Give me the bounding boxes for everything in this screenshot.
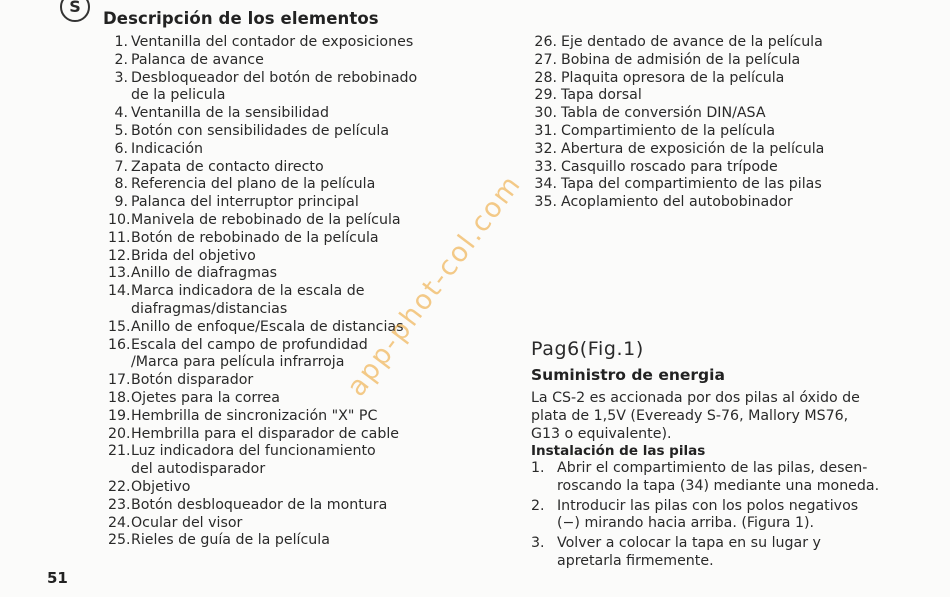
element-list-item (108, 212, 417, 230)
item-text: Escala del campo de profundidad (131, 336, 368, 353)
item-number: 2. (114, 51, 128, 68)
item-text: diafragmas/distancias (131, 300, 288, 317)
element-list-item (108, 515, 417, 533)
element-list-item (531, 176, 824, 194)
step-item (531, 535, 909, 571)
element-list-item (108, 283, 417, 319)
item-text: Ventanilla del contador de exposiciones (131, 34, 414, 50)
item-number: 30. (534, 105, 557, 122)
element-list-item (108, 390, 417, 408)
item-number: 34. (534, 176, 557, 193)
section-title: Suministro de energia (531, 366, 725, 384)
item-text: Hembrilla para el disparador de cable (131, 425, 400, 442)
item-number: 31. (534, 122, 557, 139)
item-text: Botón desbloqueador de la montura (131, 496, 388, 513)
element-list-item (531, 141, 824, 159)
watermark: app-phot-col.com (341, 168, 528, 403)
section-badge: S (60, 0, 90, 22)
item-number: 33. (534, 158, 557, 175)
item-text: Acoplamiento del autobobinador (561, 194, 793, 211)
element-list-item (531, 34, 824, 52)
element-list-item (108, 176, 417, 194)
item-text: Palanca de avance (131, 51, 264, 68)
item-text: /Marca para película infrarroja (131, 354, 345, 371)
element-list-item (531, 52, 824, 70)
power-description (531, 390, 909, 443)
element-list-item (108, 479, 417, 497)
item-number: 15. (108, 318, 131, 335)
item-number: 16. (108, 336, 131, 353)
element-list-item (108, 105, 417, 123)
item-text: Ocular del visor (131, 514, 243, 531)
item-number: 13. (108, 265, 131, 282)
item-number: 24. (108, 514, 131, 531)
element-list-item (108, 52, 417, 70)
element-list-item (531, 159, 824, 177)
item-text: Botón de rebobinado de la película (131, 229, 379, 246)
page-number: 51 (47, 569, 68, 587)
item-number: 8. (114, 176, 128, 193)
item-text: Brida del objetivo (131, 247, 256, 264)
element-list-item (108, 34, 417, 52)
elements-list-right (531, 34, 824, 212)
element-list-item (531, 123, 824, 141)
element-list-item (108, 159, 417, 177)
item-text: Indicación (131, 140, 204, 157)
element-list-item (108, 141, 417, 159)
item-text: Botón disparador (131, 372, 254, 389)
paragraph-line: La CS-2 es accionada por dos pilas al óxido de (531, 390, 860, 406)
item-text: Objetivo (131, 478, 191, 495)
step-text: roscando la tapa (34) mediante una moneda. (557, 477, 880, 494)
step-number: 3. (531, 535, 545, 552)
element-list-item (108, 426, 417, 444)
item-text: Tapa del compartimiento de las pilas (561, 176, 822, 193)
step-text: Introducir las pilas con los polos negativos (557, 497, 859, 514)
item-text: Zapata de contacto directo (131, 158, 324, 175)
figure-reference: Pag6(Fig.1) (531, 338, 644, 360)
paragraph-line: G13 o equivalente). (531, 425, 672, 442)
item-text: Desbloqueador del botón de rebobinado (131, 69, 418, 86)
element-list-item (531, 194, 824, 212)
element-list-item (108, 337, 417, 373)
item-number: 25. (108, 532, 131, 549)
element-list-item (108, 123, 417, 141)
item-number: 10. (108, 211, 131, 228)
element-list-item (108, 70, 417, 106)
item-text: Plaquita opresora de la película (561, 69, 785, 86)
element-list-item (108, 532, 417, 550)
element-list-item (108, 443, 417, 479)
item-text: Tapa dorsal (561, 87, 642, 104)
item-number: 11. (108, 229, 131, 246)
step-number: 2. (531, 497, 545, 514)
item-text: Ventanilla de la sensibilidad (131, 105, 329, 122)
item-number: 18. (108, 389, 131, 406)
item-number: 19. (108, 407, 131, 424)
item-number: 17. (108, 372, 131, 389)
step-text: (−) mirando hacia arriba. (Figura 1). (557, 515, 815, 532)
item-text: Referencia del plano de la película (131, 176, 376, 193)
item-text: Botón con sensibilidades de película (131, 122, 390, 139)
item-text: del autodisparador (131, 461, 266, 478)
item-text: Casquillo roscado para trípode (561, 158, 778, 175)
item-number: 6. (114, 140, 128, 157)
step-text: Volver a colocar la tapa en su lugar y (557, 535, 821, 552)
step-text: Abrir el compartimiento de las pilas, desen- (557, 460, 868, 476)
element-list-item (108, 372, 417, 390)
item-number: 9. (114, 194, 128, 211)
item-text: Hembrilla de sincronización "X" PC (131, 407, 378, 424)
item-number: 23. (108, 496, 131, 513)
battery-steps-list (531, 460, 909, 573)
item-number: 7. (114, 158, 128, 175)
element-list-item (531, 70, 824, 88)
item-text: Palanca del interruptor principal (131, 194, 359, 211)
item-number: 3. (114, 69, 128, 86)
subsection-title: Instalación de las pilas (531, 443, 706, 459)
element-list-item (531, 87, 824, 105)
item-text: Anillo de enfoque/Escala de distancias (131, 318, 404, 335)
step-item (531, 498, 909, 534)
item-number: 1. (114, 34, 128, 50)
step-number: 1. (531, 460, 545, 476)
item-text: Luz indicadora del funcionamiento (131, 443, 376, 460)
element-list-item (531, 105, 824, 123)
element-list-item (108, 248, 417, 266)
item-text: de la pelicula (131, 87, 226, 104)
item-text: Ojetes para la correa (131, 389, 280, 406)
item-number: 14. (108, 283, 131, 300)
paragraph-line: plata de 1,5V (Eveready S-76, Mallory MS76, (531, 407, 849, 424)
step-item (531, 460, 909, 496)
item-number: 29. (534, 87, 557, 104)
item-text: Compartimiento de la película (561, 122, 776, 139)
element-list-item (108, 408, 417, 426)
element-list-item (108, 319, 417, 337)
elements-list-left (108, 34, 417, 550)
item-number: 27. (534, 51, 557, 68)
step-text: apretarla firmemente. (557, 552, 714, 569)
item-number: 20. (108, 425, 131, 442)
item-number: 32. (534, 140, 557, 157)
element-list-item (108, 265, 417, 283)
item-number: 22. (108, 478, 131, 495)
item-text: Manivela de rebobinado de la película (131, 211, 401, 228)
page-title: Descripción de los elementos (103, 9, 379, 28)
item-text: Marca indicadora de la escala de (131, 283, 365, 300)
item-number: 5. (114, 122, 128, 139)
item-text: Bobina de admisión de la película (561, 51, 801, 68)
item-text: Tabla de conversión DIN/ASA (561, 105, 766, 122)
item-number: 28. (534, 69, 557, 86)
item-number: 4. (114, 105, 128, 122)
item-text: Abertura de exposición de la película (561, 140, 825, 157)
item-number: 26. (534, 34, 557, 50)
item-number: 35. (534, 194, 557, 211)
item-text: Eje dentado de avance de la película (561, 34, 823, 50)
item-number: 21. (108, 443, 131, 460)
item-text: Rieles de guía de la película (131, 532, 330, 549)
element-list-item (108, 230, 417, 248)
element-list-item (108, 497, 417, 515)
element-list-item (108, 194, 417, 212)
item-number: 12. (108, 247, 131, 264)
item-text: Anillo de diafragmas (131, 265, 278, 282)
